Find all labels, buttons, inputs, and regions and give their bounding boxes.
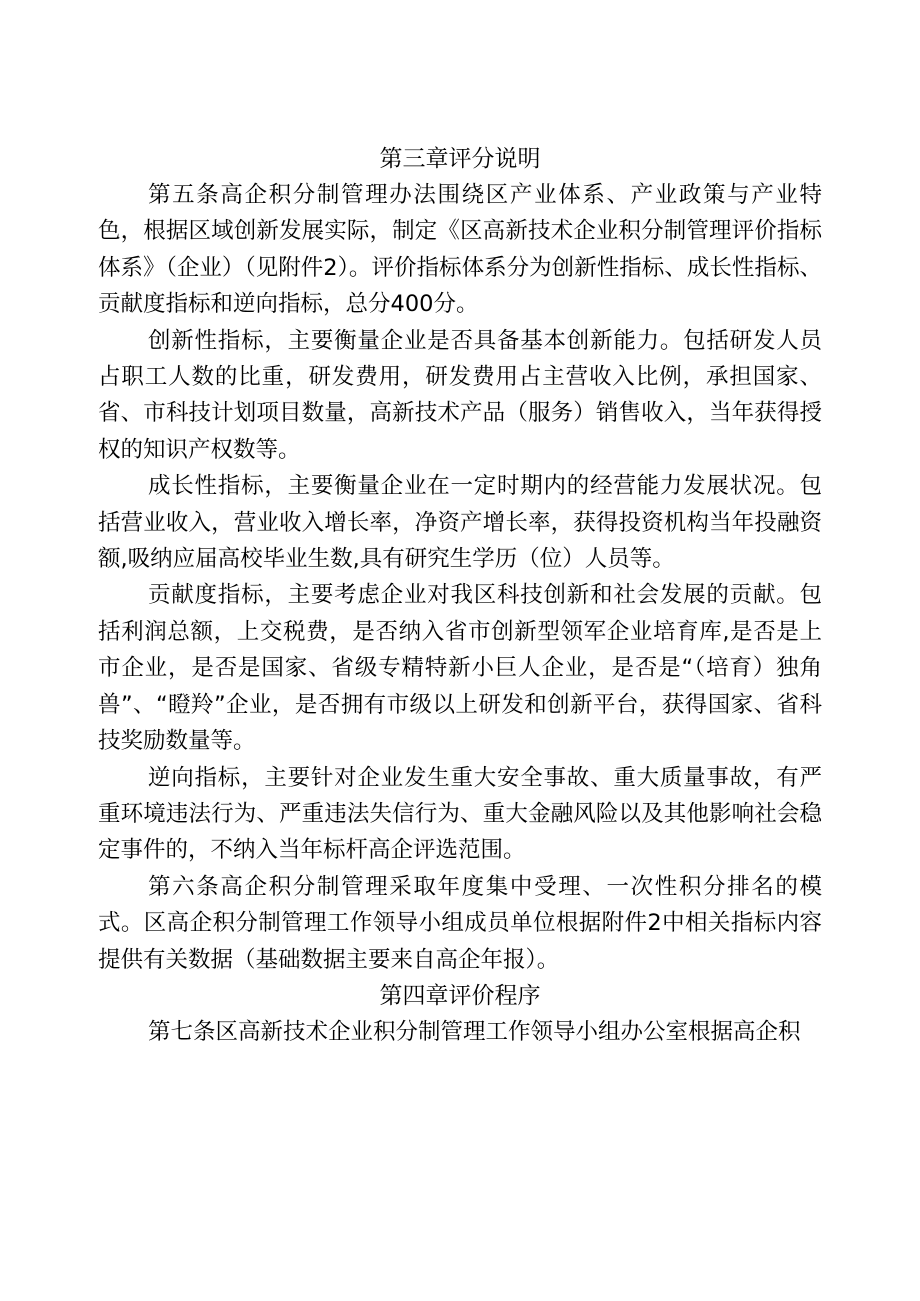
article-6-paragraph: 第六条高企积分制管理采取年度集中受理、一次性积分排名的模式。区高企积分制管理工作领导小组成员单位根据附件2中相关指标内容提供有关数据（基础数据主要来自高企年报）。: [98, 873, 822, 973]
innovation-indicator-paragraph: 创新性指标，主要衡量企业是否具备基本创新能力。包括研发人员占职工人数的比重，研发费用，研发费用占主营收入比例，承担国家、省、市科技计划项目数量，高新技术产品（服务）销售收入，当年获得授权的知识产权数等。: [98, 327, 822, 463]
growth-indicator-paragraph: 成长性指标，主要衡量企业在一定时期内的经营能力发展状况。包括营业收入，营业收入增长率，净资产增长率，获得投资机构当年投融资额,吸纳应届高校毕业生数,具有研究生学历（位）人员等。: [98, 473, 822, 573]
chapter-3-title: 第三章评分说明: [379, 146, 541, 172]
reverse-indicator-paragraph: 逆向指标，主要针对企业发生重大安全事故、重大质量事故，有严重环境违法行为、严重违法失信行为、重大金融风险以及其他影响社会稳定事件的，不纳入当年标杆高企评选范围。: [98, 764, 822, 864]
article-5-paragraph: 第五条高企积分制管理办法围绕区产业体系、产业政策与产业特色，根据区域创新发展实际，制定《区高新技术企业积分制管理评价指标体系》（企业）（见附件2）。评价指标体系分为创新性指标、成长性指标、贡献度指标和逆向指标，总分400分。: [98, 182, 822, 318]
chapter-4-title: 第四章评价程序: [379, 982, 541, 1009]
document-body: [98, 141, 822, 1050]
contribution-indicator-paragraph: 贡献度指标，主要考虑企业对我区科技创新和社会发展的贡献。包括利润总额，上交税费，是否纳入省市创新型领军企业培育库,是否是上市企业，是否是国家、省级专精特新小巨人企业，是否是“（培育）独角兽”、“瞪羚”企业，是否拥有市级以上研发和创新平台，获得国家、省科技奖励数量等。: [98, 582, 822, 755]
article-7-paragraph: 第七条区高新技术企业积分制管理工作领导小组办公室根据高企积: [148, 1018, 801, 1045]
